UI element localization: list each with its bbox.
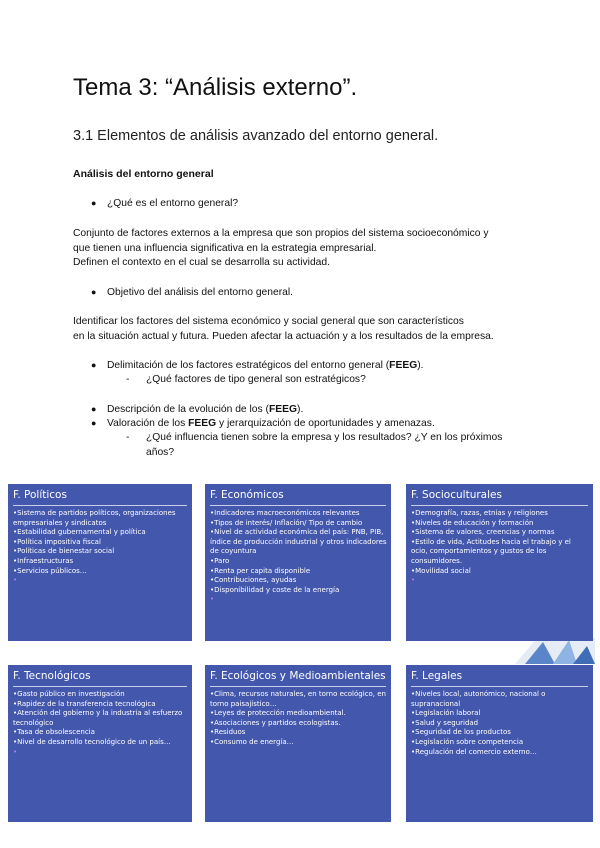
bullet-bold-term: FEEG (389, 360, 418, 371)
bullet-icon: • (210, 556, 215, 565)
section-heading: Análisis del entorno general (73, 168, 214, 180)
panel-economicos (205, 484, 391, 641)
panel-list-item (411, 509, 589, 519)
bullet-icon: • (13, 709, 18, 718)
panel-list-item (13, 748, 188, 758)
panel-list-item-text: Contribuciones, ayudas (214, 576, 297, 585)
panel-list-item (210, 519, 387, 529)
panel-list-item (13, 547, 188, 557)
bullet-text: Descripción de la evolución de los ( (107, 404, 269, 415)
panel-list-item-text: Seguridad de los productos (415, 728, 511, 737)
bullet-question-2 (91, 285, 293, 301)
sub-item-text: ¿Qué factores de tipo general son estratégicos? (146, 374, 366, 385)
panel-list-item-text: Movilidad social (415, 566, 471, 575)
panel-title: F. Políticos (13, 489, 67, 501)
section-subtitle: 3.1 Elementos de análisis avanzado del entorno general. (73, 128, 439, 144)
panel-list-item-text: Salud y seguridad (415, 718, 479, 727)
bullet-delimitacion (91, 358, 424, 374)
bullet-icon: • (13, 747, 18, 756)
panel-list-item (13, 728, 188, 738)
bullet-bold-term: FEEG (188, 418, 217, 429)
panel-list-item (411, 690, 589, 709)
document-title: Tema 3: “Análisis externo”. (73, 74, 358, 101)
panel-list-item-text: Niveles local, autonómico, nacional o supranacional (411, 690, 546, 708)
sub-item-1 (126, 373, 506, 388)
bullet-icon: • (411, 509, 416, 517)
bullet-text-end: ). (417, 360, 424, 371)
bullet-icon: • (13, 556, 18, 565)
panel-list-item-text: Legislación sobre competencia (415, 737, 524, 746)
bullet-icon: • (13, 728, 18, 737)
panel-list-item-text: Demografía, razas, etnias y religiones (415, 509, 548, 517)
bullet-icon: • (210, 737, 215, 746)
panel-list-item-text: Clima, recursos naturales, en torno ecológico, en torno paisajístico… (210, 690, 386, 708)
panel-list-item-text: Leyes de protección medioambiental. (214, 709, 346, 718)
bullet-icon: • (13, 737, 18, 746)
bullet-text: ¿Qué es el entorno general? (107, 198, 239, 209)
panel-list-item (13, 700, 188, 710)
panel-title: F. Tecnológicos (13, 670, 91, 682)
panel-list-item-text: Consumo de energía… (214, 737, 294, 746)
panel-list-item (13, 576, 188, 586)
panel-list (205, 690, 391, 748)
panel-list-item (411, 567, 589, 577)
bullet-icon: • (210, 595, 215, 604)
panel-list-item (411, 719, 589, 729)
panel-list-item-text: Tipos de interés/ Inflación/ Tipo de cambio (214, 518, 363, 527)
bullet-icon: • (210, 585, 215, 594)
panel-list-item-text: Servicios públicos… (17, 566, 87, 575)
bullet-text: Valoración de los (107, 418, 189, 429)
panel-title: F. Legales (411, 670, 463, 682)
panel-list-item-text: Infraestructuras (17, 556, 74, 565)
bullet-icon: ● (91, 404, 97, 414)
panel-list-item (411, 728, 589, 738)
bullet-text: Objetivo del análisis del entorno general. (107, 287, 294, 298)
panel-list-item (210, 719, 387, 729)
bullet-icon: • (210, 528, 215, 537)
panel-divider (13, 505, 187, 506)
panel-list-item (210, 576, 387, 586)
panel-list-item (13, 509, 188, 528)
panel-list-item-text: Regulación del comercio externo… (415, 747, 537, 756)
bullet-icon: • (411, 518, 416, 527)
panel-divider (210, 505, 386, 506)
panel-list-item-text: Estabilidad gubernamental y política (17, 528, 146, 537)
panel-list-item-text: Tasa de obsolescencia (17, 728, 95, 737)
bullet-icon: • (13, 566, 18, 575)
panel-list-item-text: Política impositiva fiscal (17, 537, 101, 546)
panel-list-item (210, 738, 387, 748)
bullet-icon: • (210, 576, 215, 585)
bullet-icon: • (411, 690, 416, 698)
paragraph-line: en la situación actual y futura. Pueden afectar la actuación y a los resultados de la empresa. (73, 330, 494, 342)
bullet-icon: • (411, 537, 416, 546)
bullet-icon: • (411, 709, 416, 718)
bullet-icon: • (210, 690, 215, 698)
panel-list-item (13, 709, 188, 728)
bullet-icon: • (411, 747, 416, 756)
panel-list (406, 690, 593, 757)
panel-title: F. Socioculturales (411, 489, 502, 501)
bullet-icon: • (13, 699, 18, 708)
paragraph-line: Definen el contexto en el cual se desarrolla su actividad. (73, 257, 330, 268)
panel-list (406, 509, 593, 586)
panel-title: F. Ecológicos y Medioambientales (210, 670, 386, 682)
panel-list-item (411, 748, 589, 758)
panel-list-item-text: Estilo de vida, Actitudes hacia el trabajo y el ocio, comportamientos y gustos de los consumidores. (411, 537, 571, 565)
bullet-bold-term: FEEG (268, 404, 298, 415)
bullet-icon: • (13, 547, 18, 556)
panel-ecologicos (205, 665, 391, 822)
panel-divider (411, 686, 588, 687)
slide-decoration-graphic (515, 638, 595, 664)
dash-icon: - (126, 432, 130, 443)
panel-list-item (13, 690, 188, 700)
panel-list-item-text: Sistema de partidos políticos, organizaciones empresariales y sindicatos (13, 509, 176, 527)
panel-list-item-text: Paro (214, 556, 230, 565)
panel-divider (411, 505, 588, 506)
bullet-text-end: y jerarquización de oportunidades y amenazas. (216, 418, 435, 429)
paragraph-objective (73, 315, 494, 344)
bullet-icon: • (210, 718, 215, 727)
panel-list-item (210, 586, 387, 596)
panel-list-item-text: Sistema de valores, creencias y normas (415, 528, 555, 537)
bullet-icon: • (13, 509, 18, 517)
bullet-icon: • (210, 728, 215, 737)
panel-list-item (411, 709, 589, 719)
panel-list-item-text: Legislación laboral (415, 709, 481, 718)
panel-list-item-text: Disponibilidad y coste de la energía (214, 585, 340, 594)
bullet-icon: ● (91, 418, 97, 428)
sub-item-text: ¿Qué influencia tienen sobre la empresa y los resultados? ¿Y en los próximos años? (146, 432, 503, 458)
panel-list-item (210, 728, 387, 738)
bullet-question-1 (91, 196, 238, 212)
paragraph-definition (73, 227, 489, 271)
panel-list-item-text: Atención del gobierno y la industria al esfuerzo tecnológico (13, 709, 183, 727)
panel-list-item-text: Indicadores macroeconómicos relevantes (214, 509, 360, 517)
panel-list-item-text: Políticas de bienestar social (17, 547, 115, 556)
panel-list-item (13, 557, 188, 567)
bullet-icon: ● (91, 287, 97, 297)
bullet-icon: • (13, 537, 18, 546)
panel-socioculturales (406, 484, 593, 641)
paragraph-line: Identificar los factores del sistema económico y social general que son característicos (73, 316, 464, 327)
panel-list (8, 690, 192, 757)
bullet-icon: ● (91, 360, 97, 370)
panel-list-item-text: Renta per capita disponible (214, 566, 311, 575)
panel-list (8, 509, 192, 586)
panel-list-item (210, 509, 387, 519)
dash-icon: - (126, 374, 130, 385)
bullet-icon: • (411, 718, 416, 727)
panel-list-item (411, 576, 589, 586)
panel-list-item (411, 538, 589, 567)
bullet-icon: • (411, 566, 416, 575)
panel-list-item (411, 738, 589, 748)
panel-list-item-text: Residuos (214, 728, 246, 737)
panel-list-item (210, 567, 387, 577)
panel-list (205, 509, 391, 605)
panel-list-item (13, 738, 188, 748)
panel-list-item-text: Gasto público en investigación (17, 690, 125, 698)
paragraph-line: Conjunto de factores externos a la empresa que son propios del sistema socioeconómico y (73, 228, 489, 239)
sub-item-2 (126, 431, 506, 460)
bullet-icon: • (210, 709, 215, 718)
bullet-text-end: ). (297, 404, 304, 415)
bullet-icon: • (411, 576, 416, 585)
bullet-icon: ● (91, 198, 97, 208)
bullet-icon: • (411, 728, 416, 737)
panel-list-item (210, 709, 387, 719)
panel-divider (210, 686, 386, 687)
panel-list-item (13, 567, 188, 577)
bullet-icon: • (13, 690, 18, 698)
bullet-icon: • (13, 528, 18, 537)
bullet-icon: • (411, 737, 416, 746)
panel-list-item (411, 519, 589, 529)
panel-legales (406, 665, 593, 822)
panel-list-item-text: Nivel de desarrollo tecnológico de un país… (17, 737, 171, 746)
panel-tecnologicos (8, 665, 192, 822)
bullet-icon: • (210, 566, 215, 575)
bullet-icon: • (13, 576, 18, 585)
panel-list-item-text: Niveles de educación y formación (415, 518, 534, 527)
bullet-text: Delimitación de los factores estratégicos del entorno general ( (107, 360, 390, 371)
panel-list-item (210, 557, 387, 567)
bullet-icon: • (210, 518, 215, 527)
panel-list-item (210, 528, 387, 557)
panel-list-item-text: Nivel de actividad económica del país: PNB, PIB, índice de producción industrial y otros indicadores de coyuntura (210, 528, 387, 556)
panel-list-item-text: Asociaciones y partidos ecologistas. (214, 718, 341, 727)
panel-title: F. Económicos (210, 489, 284, 501)
panel-list-item (210, 595, 387, 605)
panel-list-item (13, 538, 188, 548)
panel-list-item (210, 690, 387, 709)
bullet-icon: • (411, 528, 416, 537)
bullet-valoracion (91, 416, 435, 432)
panel-list-item-text: Rapidez de la transferencia tecnológica (17, 699, 156, 708)
bullet-icon: • (210, 509, 215, 517)
panel-divider (13, 686, 187, 687)
panel-politicos (8, 484, 192, 641)
panel-list-item (411, 528, 589, 538)
panel-list-item (13, 528, 188, 538)
paragraph-line: que tienen una influencia significativa en la estrategia empresarial. (73, 242, 377, 254)
